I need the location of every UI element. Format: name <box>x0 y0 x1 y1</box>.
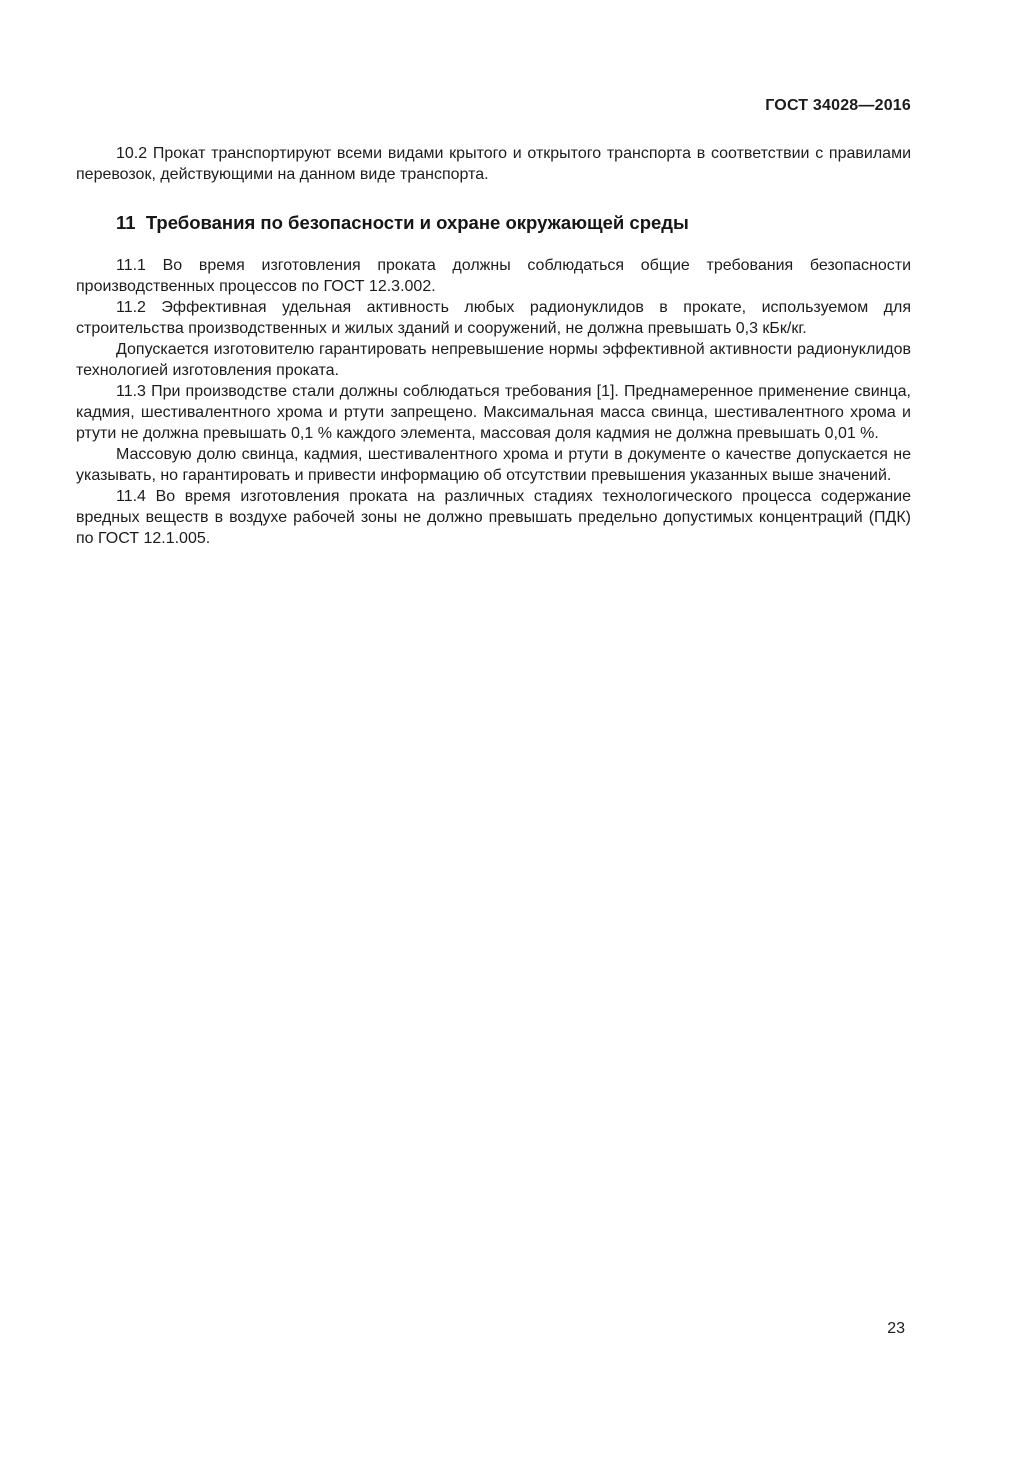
paragraph-10-2: 10.2 Прокат транспортируют всеми видами крытого и открытого транспорта в соответствии с правилами перевозок, действующими на данном виде транспорта. <box>76 145 911 183</box>
paragraph-11-1: 11.1 Во время изготовления проката должны соблюдаться общие требования безопасности производственных процессов по ГОСТ 12.3.002. <box>76 257 911 295</box>
paragraph-11-4: 11.4 Во время изготовления проката на различных стадиях технологического процесса содержание вредных веществ в воздухе рабочей зоны не должно превышать предельно допустимых концентраций (ПДК) по ГОСТ 12.1.005. <box>76 488 911 547</box>
paragraph-11-2: 11.2 Эффективная удельная активность любых радионуклидов в прокате, используемом для строительства производственных и жилых зданий и сооружений, не должна превышать 0,3 кБк/кг. <box>76 299 911 337</box>
page-content <box>76 143 911 549</box>
document-number: ГОСТ 34028—2016 <box>765 97 911 114</box>
page-number: 23 <box>887 1320 905 1337</box>
paragraph-11-3-note: Массовую долю свинца, кадмия, шестивалентного хрома и ртути в документе о качестве допускается не указывать, но гарантировать и привести информацию об отсутствии превышения указанных выше значений. <box>76 446 911 484</box>
paragraph-11-3: 11.3 При производстве стали должны соблюдаться требования [1]. Преднамеренное применение свинца, кадмия, шестивалентного хрома и ртути запрещено. Максимальная масса свинца, шестивалентного хрома и ртути не должна превышать 0,1 % каждого элемента, массовая доля кадмия не должна превышать 0,01 %. <box>76 383 911 442</box>
paragraph-11-2-note: Допускается изготовителю гарантировать непревышение нормы эффективной активности радионуклидов технологией изготовления проката. <box>76 341 911 379</box>
section-11-heading: 11 Требования по безопасности и охране окружающей среды <box>116 212 689 233</box>
running-header <box>76 97 911 115</box>
